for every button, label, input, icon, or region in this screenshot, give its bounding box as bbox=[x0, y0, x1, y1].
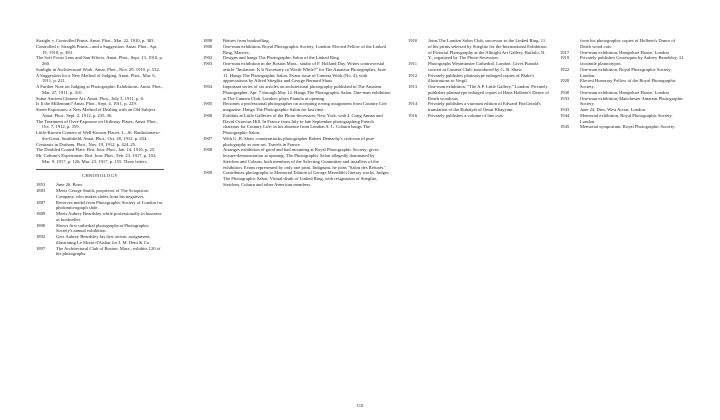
chronology-text: One-man exhibition, Hampshire House, London. bbox=[580, 89, 670, 95]
chronology-text: June 26. Born. bbox=[56, 182, 83, 188]
chronology-text: One-man exhibition, Royal Photographic Society, London. Elected Fellow of the Linked Ring, Marries. bbox=[223, 43, 386, 55]
chronology-text: Memorial exhibition, Royal Photographic Society, London. bbox=[580, 112, 673, 124]
chronology-year: 1890 bbox=[36, 222, 46, 228]
chronology-text: Gets Aubrey Beardsley his first artistic assignment: illustrating Le Morte d'Arthur for J. M. Dent & Co. bbox=[56, 234, 151, 245]
chronology-year: 1907 bbox=[203, 135, 213, 141]
chronology-year: 1900 bbox=[203, 43, 213, 49]
chronology-entry bbox=[560, 38, 686, 50]
chronology-text: One-man exhibition, Manchester Amateur Photographic Society. bbox=[580, 95, 684, 107]
chronology-year: 1928 bbox=[560, 78, 570, 84]
chronology-entry bbox=[560, 67, 686, 79]
chronology-year: 1933 bbox=[560, 95, 570, 101]
chronology-entry bbox=[203, 136, 391, 148]
chronology-year: 1914 bbox=[408, 101, 418, 107]
chronology-text: Designs and hangs The Photographic Salon of the Linked Ring. bbox=[223, 55, 341, 61]
chronology-year: 1945 bbox=[560, 124, 570, 130]
chronology-text: Photographs Westminster Cathedral, London. Gives Pianola concert at Camera Club; introduced by G. B. Shaw. bbox=[428, 61, 539, 72]
chronology-year: 1906 bbox=[203, 112, 213, 118]
chronology-text: Meets George Smith, proprietor of The Sciopticon Company, who makes slides from his negatives. bbox=[56, 188, 149, 199]
chronology-year: 1905 bbox=[203, 101, 213, 107]
chronology-entry bbox=[408, 73, 550, 85]
chronology-year: 1889 bbox=[36, 211, 46, 216]
bibliography-entry: Some Ancient Chinese Art. Amat. Phot., July 3, 1911, p. 6. bbox=[36, 95, 145, 101]
chronology-text: Retires from bookselling. bbox=[223, 38, 270, 43]
bibliography-entry: The Treatment of Over-Exposure on Ordinary Plates. Amat. Phot., Oct. 7, 1912, p. 359. bbox=[36, 118, 158, 130]
chronology-year: 1922 bbox=[560, 66, 570, 72]
bibliography-entry: Little-Known Corners of Well-Known Places: I—St. Bartholomew-the-Great, Smithfield. Amat. Phot., Oct. 28, 1912, p. 434. bbox=[36, 130, 161, 141]
chronology-entry bbox=[203, 61, 391, 84]
chronology-text: One-man exhibition, "The A.P. Little Gallery," London. Privately publishes platinotype enlarged copies of Hans Holbein's Dance of Death woodcuts. bbox=[428, 84, 549, 101]
bibliography-entry: A Further Note on Judging at Photographic Exhibitions. Amat. Phot., Mar. 27, 1911, p. 310. bbox=[36, 84, 163, 95]
chronology-entry bbox=[203, 170, 391, 187]
chronology-text: One-man exhibition, Royal Photographic Society, London. bbox=[580, 66, 672, 78]
chronology-entry bbox=[36, 223, 164, 235]
chronology-list bbox=[408, 38, 550, 119]
chronology-text: One-man exhibition in the Boston Mass., studio of F. Holland Day. Writes controversial article "Imitation: Is It Necessary or Worth While?" for The Amateur Photographer, June 11. Hangs The Photographic Salon. Evans issue of Camera Work (No. 4), with appreciations by Alfred Stieglitz and George Bernard Shaw. bbox=[223, 61, 386, 84]
chronology-text: Memorial symposium, Royal Photographic Society. bbox=[580, 124, 676, 130]
chronology-year: 1853 bbox=[36, 182, 46, 188]
chronology-list bbox=[36, 182, 164, 257]
chronology-year: 1930 bbox=[560, 89, 570, 95]
chronology-year: 1911 bbox=[408, 61, 418, 66]
chronology-entry bbox=[560, 124, 686, 130]
chronology-text: Becomes a professional photographer on accepting roving assignment from Country Life magazine. Hangs The Photographic Salon for last time. bbox=[223, 101, 387, 112]
column-2 bbox=[203, 38, 391, 188]
chronology-text: Privately publishes a volume of line cuts bbox=[428, 112, 503, 118]
chronology-text: Meets Aubrey Beardsley while professionally in business as bookseller. bbox=[56, 211, 162, 222]
chronology-list bbox=[203, 38, 391, 188]
chronology-year: 1909 bbox=[203, 170, 213, 176]
chronology-entry bbox=[36, 246, 164, 258]
bibliography-entry: Mr. Coburn's Experiment. Brit. Jour. Phot., Feb. 23, 1917, p. 102; Mar. 9, 1917, p. 126; Mar. 23, 1917, p. 155. Three letters. bbox=[36, 153, 157, 164]
chronology-text: Arranges exhibition of good and bad mounting at Royal Photographic Society; gives lecture-demonstration at opening. The Photographic Salon allegedly dominated by Steichen and Coburn, both members of the Selecting Committee and installers of the exhibition. Evans represented by only one print. Indignant, he joins "Salon des Refusés." bbox=[223, 147, 387, 170]
chronology-text: from his photographic copies of Holbein's Dance of Death wood cuts. bbox=[580, 38, 676, 49]
chronology-text: June 24. Dies, West Acton, London. bbox=[580, 107, 647, 112]
chronology-entry bbox=[203, 44, 391, 56]
chronology-text: One-man exhibition, Hampshire House, London. bbox=[580, 49, 670, 55]
chronology-text: The Architectural Club of Boston, Mass., exhibits 120 of his photographs. bbox=[56, 245, 161, 257]
chronology-entry bbox=[408, 84, 550, 101]
bibliography-entry: The Doubled Coated Plate. Brit. Jour. Phot., Jan. 14, 1916, p. 25. bbox=[36, 147, 156, 153]
chronology-year: 1908 bbox=[203, 147, 213, 153]
chronology-year: 1913 bbox=[408, 84, 418, 89]
chronology-year: 1897 bbox=[36, 245, 46, 251]
chronology-year: 1883 bbox=[36, 188, 46, 193]
section-rule bbox=[36, 169, 164, 170]
bibliography-list bbox=[36, 38, 164, 165]
chronology-text: Receives medal from Photographic Society of London for photomicrograph slide. bbox=[56, 199, 163, 211]
chronology-year: 1916 bbox=[408, 112, 418, 118]
chronology-entry bbox=[36, 200, 164, 212]
chronology-entry bbox=[36, 234, 164, 246]
chronology-text: Privately publishes Grotesques by Aubrey Beardsley, 12 facsimile platinotypes. bbox=[580, 55, 684, 66]
chronology-entry bbox=[408, 61, 550, 73]
chronology-year: 1887 bbox=[36, 199, 46, 205]
chronology-year: 1917 bbox=[560, 49, 570, 55]
bibliography-entry: Controlled v. Straight Prints—and a Suggestion. Amat. Phot., Apr. 19, 1910, p. 393. bbox=[36, 43, 158, 55]
chronology-year: 1904 bbox=[203, 84, 213, 89]
bibliography-entry: Street Exposures: a New Method of Dealing with an Old Subject. Amat. Phot., Sept. 2, 1912, p. 235–36. bbox=[36, 107, 157, 118]
chronology-year: 1903 bbox=[203, 61, 213, 66]
bibliography-entry: A Suggestion for a New Method of Judging. Amat. Phot., Mar. 6, 1911, p. 221. bbox=[36, 72, 156, 84]
page-number: 110 bbox=[356, 403, 364, 408]
column-4 bbox=[560, 38, 686, 130]
chronology-year: 1944 bbox=[560, 112, 570, 118]
chronology-text: Privately publishes a varorum edition of Edward FitzGerald's translation of the Rubáiyát of Omar Khayyam. bbox=[428, 101, 541, 112]
chronology-entry bbox=[408, 38, 550, 61]
chronology-text: Privately publishes platinotype enlarged copies of Blake's illustrations to Vergil. bbox=[428, 72, 535, 84]
chronology-heading: CHRONOLOGY bbox=[81, 172, 119, 178]
chronology-list bbox=[560, 50, 686, 131]
chronology-entry bbox=[203, 113, 391, 136]
bibliography-entry: Straight v. Controlled Prints. Amat. Phot., Mar. 22, 1910, p. 303. bbox=[36, 38, 155, 43]
chronology-text: Important series of six articles on architectural photography published in The Amateur Photographer, Apr. 7 through May 12. Hangs The Photographic Salon. One-man exhibition at The Camera Club, London; plays Pianola at opening. bbox=[223, 84, 391, 101]
chronology-entry bbox=[408, 113, 550, 119]
chronology-year: 1919 bbox=[560, 55, 570, 61]
chronology-text: Exhibits at Little Galleries of the Photo-Secession, New York, with J. Craig Annan and David Octavius Hill. In France from July to late September photographing French chateaux for Country Life; in his absence from London A. L. Coburn hangs The Photographic Salon. bbox=[223, 112, 383, 135]
bibliography-entry: Sunlight in Architectural Work. Amat. Phot., Nov. 29, 1910, p. 532. bbox=[36, 66, 160, 72]
chronology-year: 1892 bbox=[36, 234, 46, 239]
chronology-entry bbox=[203, 101, 391, 113]
chronology-text: Elected Honorary Fellow of the Royal Photographic Society. bbox=[580, 78, 676, 89]
chronology-entry bbox=[203, 84, 391, 101]
chronology-year: 1902 bbox=[203, 55, 213, 61]
chronology-text: Joins The London Salon Club, successor to the Linked Ring. 11 of his prints selected by Stieglitz for the International Exhibition of Pictorial Photography at the Albright Art Gallery, Buffalo, N. Y., organized by The Photo-Secession. bbox=[428, 38, 547, 61]
chronology-year bbox=[560, 38, 580, 50]
chronology-entry bbox=[408, 101, 550, 113]
chronology-entry bbox=[36, 188, 164, 200]
chronology-text: Contributes photographs to Memorial Edition of George Meredith's literary works. Judges The Photographic Salon. Virtual death of Linked Ring, with resignation of Stieglitz, Steichen, Coburn and other American members. bbox=[223, 170, 389, 187]
column-3 bbox=[408, 38, 550, 119]
chronology-entry bbox=[203, 147, 391, 170]
bibliography-entry: Contrasts in Durham. Phot., Nov. 19, 1912, p. 424–25. bbox=[36, 141, 137, 147]
bibliography-entry: Is It the Millenium? Amat. Phot., Sept. 4, 1911, p. 229. bbox=[36, 101, 137, 107]
chronology-year: 1898 bbox=[203, 38, 213, 43]
chronology-entry bbox=[36, 211, 164, 223]
chronology-year: 1910 bbox=[408, 38, 418, 43]
chronology-text: With G. B. Shaw counterattacks photographer Robert Demachy's criticism of pure photography as non-art. Travels in France. bbox=[223, 135, 375, 147]
bibliography-entry: The Soft Focus Lens and Sun Effects. Amat. Phot., Sept. 13, 1910, p. 260. bbox=[36, 55, 164, 66]
chronology-entry bbox=[560, 96, 686, 108]
chronology-year: 1912 bbox=[408, 72, 418, 78]
chronology-entry bbox=[560, 55, 686, 67]
chronology-text: Shows first cathedral photographs at Photographic Society's annual exhibition. bbox=[56, 222, 149, 234]
chronology-year: 1943 bbox=[560, 107, 570, 112]
column-1 bbox=[36, 38, 164, 257]
chronology-entry bbox=[560, 78, 686, 90]
chronology-entry bbox=[560, 113, 686, 125]
